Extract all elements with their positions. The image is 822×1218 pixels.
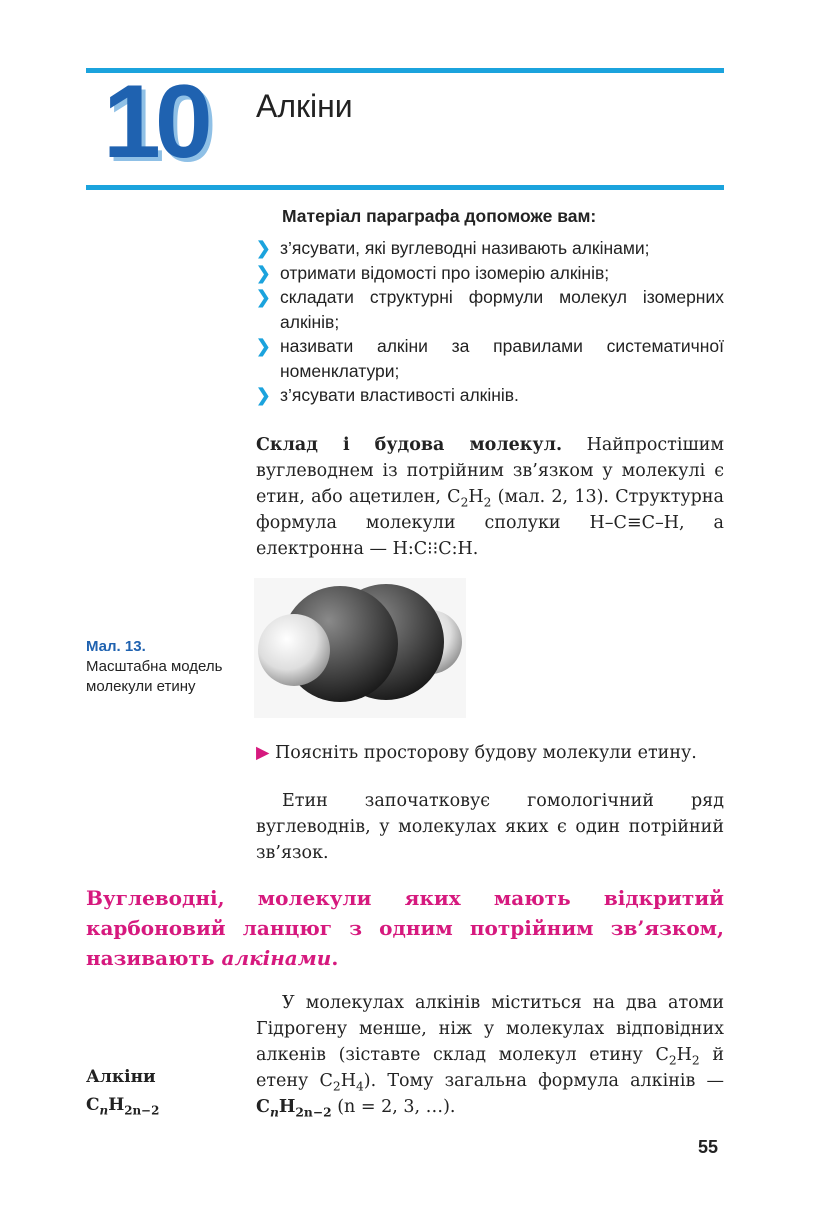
definition-term: алкінами: [221, 946, 332, 970]
definition: Вуглеводні, молекули яких мають відкритий карбоновий ланцюг з одним потрійним зв’язком, називають алкінами.: [86, 886, 724, 970]
paragraph-homologous: Етин започатковує гомологічний ряд вуглеводнів, у молекулах яких є один потрійний зв’язок.: [256, 791, 724, 863]
task-text: Поясніть просторову будову молекули етину.: [275, 743, 697, 763]
chevron-right-icon: ❯: [256, 238, 271, 258]
chevron-right-icon: ❯: [256, 336, 271, 356]
goals-list: [256, 236, 724, 408]
bottom-rule: [86, 185, 724, 190]
goal-item: ❯ складати структурні формули молекул ізомерних алкінів;: [256, 287, 724, 332]
molecule-illustration: [254, 578, 466, 718]
goal-item: ❯ отримати відомості про ізомерію алкінів;: [256, 261, 724, 286]
task-prompt: [256, 740, 724, 766]
goal-item: ❯ з’ясувати властивості алкінів.: [256, 383, 724, 408]
margin-note-title: Алкіни: [86, 1067, 156, 1087]
goals-heading: Матеріал параграфа допоможе вам:: [282, 206, 597, 226]
chevron-right-icon: ❯: [256, 262, 271, 283]
figure-label: Мал. 13.: [86, 638, 146, 655]
figure-caption: [86, 637, 226, 697]
margin-note-formula: $C_nH_{2n-2}$: [86, 1095, 160, 1118]
chapter-title: Алкіни: [256, 88, 353, 124]
goal-item: ❯ називати алкіни за правилами систематичної номенклатури;: [256, 336, 724, 381]
figure-caption-text: Масштабна модель молекули етину: [86, 658, 223, 695]
chevron-right-icon: ❯: [256, 385, 271, 405]
ethyne-molecule-model: [254, 578, 466, 718]
page-number: 55: [698, 1137, 719, 1157]
general-formula: $C_nH_{2n-2}$: [256, 1097, 332, 1120]
section-composition: Склад і будова молекул. Найпростішим вуглеводнем із потрійним зв’язком у молекулі є етин, або ацетилен, $C_2H_2$ (мал. 2, 13). Структурна формула молекули сполуки H–C≡C–H, а електронна — H:C⁝⁝C:H.: [256, 435, 724, 559]
goal-item: ❯ з’ясувати, які вуглеводні називають алкінами;: [256, 236, 724, 261]
chevron-right-icon: ❯: [256, 287, 271, 307]
margin-note: [86, 1063, 159, 1119]
hydrogen-atom-left: [258, 614, 330, 686]
triangle-right-icon: ▶: [256, 743, 270, 763]
section-heading: Склад і будова молекул.: [256, 435, 563, 455]
chapter-number: 10: [103, 64, 207, 180]
paragraph-general-formula: У молекулах алкінів міститься на два атоми Гідрогену менше, ніж у молекулах відповідних алкенів (зіставте склад молекул етину $C_2H_2$ й етену $C_2H_4$). Тому загальна формула алкінів — $C_nH_{2n-2}$ (n = 2, 3, …).: [256, 993, 724, 1120]
